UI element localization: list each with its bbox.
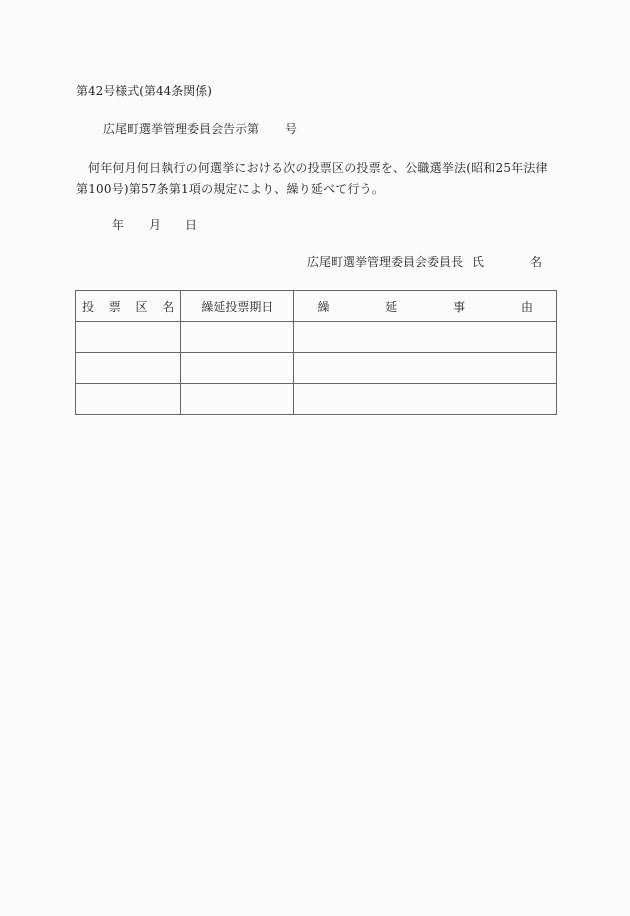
header-char: 事 — [453, 299, 466, 314]
signature-line — [307, 255, 542, 269]
date-year-label: 年 — [112, 218, 125, 232]
cell-voting-district — [76, 322, 181, 353]
cell-postponed-date — [181, 384, 294, 415]
cell-postponement-reason — [294, 322, 557, 353]
form-number: 第42号様式(第44条関係) — [76, 84, 212, 98]
header-char: 投 — [82, 299, 95, 314]
table-row — [76, 384, 557, 415]
cell-postponement-reason — [294, 353, 557, 384]
header-char: 延 — [385, 299, 398, 314]
signature-name-label-1: 氏 — [472, 255, 485, 269]
header-char: 票 — [108, 299, 121, 314]
notice-title-suffix: 号 — [285, 122, 298, 136]
date-month-label: 月 — [149, 218, 162, 232]
cell-postponement-reason — [294, 384, 557, 415]
header-char: 名 — [162, 299, 175, 314]
header-postponed-date: 繰延投票期日 — [181, 291, 294, 322]
header-postponement-reason — [294, 291, 557, 322]
table-row — [76, 322, 557, 353]
header-voting-district — [76, 291, 181, 322]
header-char: 区 — [135, 299, 148, 314]
cell-postponed-date — [181, 353, 294, 384]
postponed-voting-table — [75, 290, 557, 415]
signature-name-label-2: 名 — [530, 255, 543, 269]
header-char: 由 — [520, 299, 533, 314]
notice-title-prefix: 広尾町選挙管理委員会告示第 — [103, 122, 260, 136]
date-day-label: 日 — [185, 218, 198, 232]
date-line — [112, 218, 197, 232]
header-char: 繰 — [317, 299, 330, 314]
table-header-row — [76, 291, 557, 322]
notice-body-text: 何年何月何日執行の何選挙における次の投票区の投票を、公職選挙法(昭和25年法律第100号)第57条第1項の規定により、繰り延べて行う。 — [76, 161, 548, 196]
cell-postponed-date — [181, 322, 294, 353]
cell-voting-district — [76, 353, 181, 384]
notice-title — [103, 122, 297, 136]
signature-title: 広尾町選挙管理委員会委員長 — [307, 255, 464, 269]
cell-voting-district — [76, 384, 181, 415]
table-row — [76, 353, 557, 384]
